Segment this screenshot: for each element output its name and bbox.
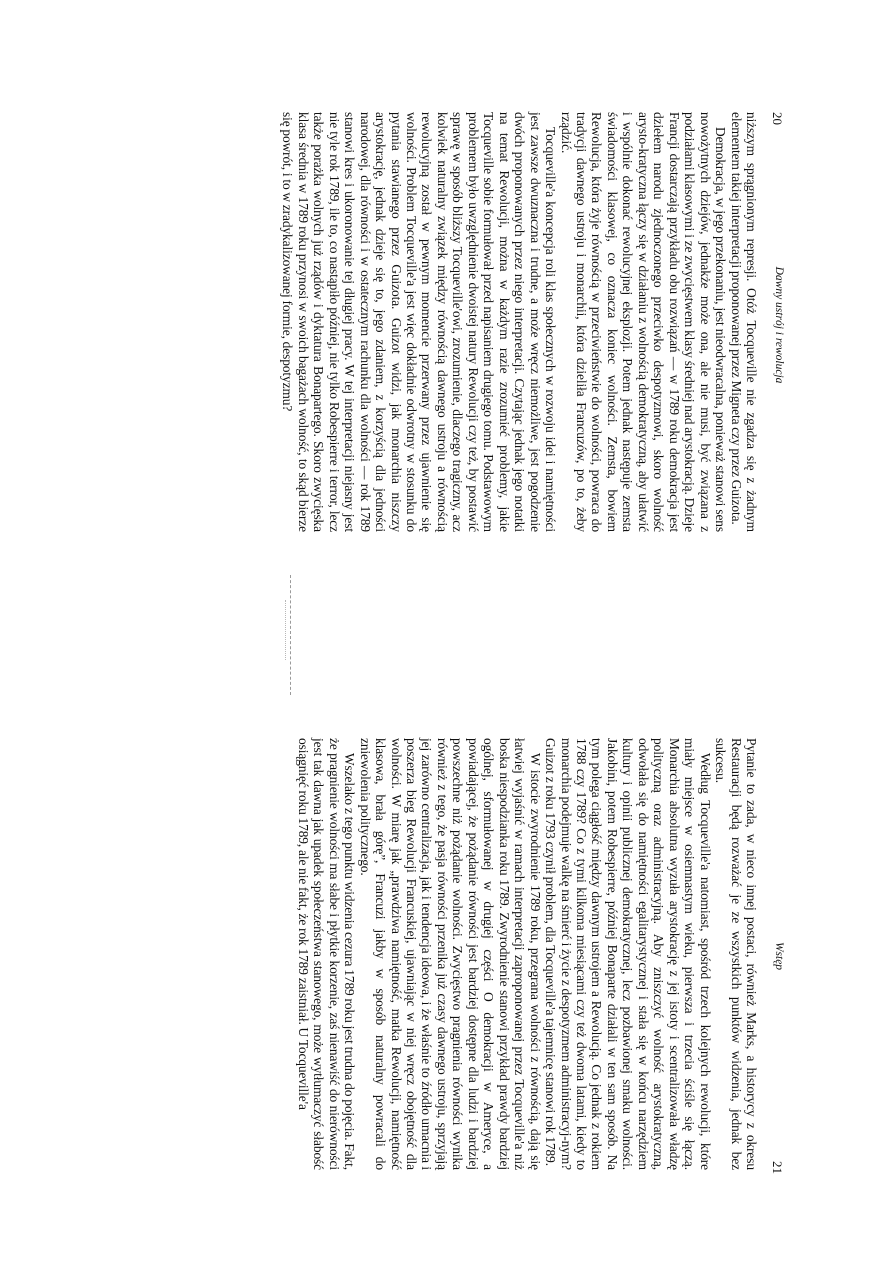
paragraph: Pytanie to zada, w nieco innej postaci, również Marks, a historycy z okresu Restauracji będą rozważać je ze wszystkich punktów widzenia, jednak bez sukcesu. xyxy=(713,738,759,1170)
right-page-body xyxy=(295,738,759,1170)
right-page xyxy=(0,640,893,1260)
paragraph: W istocie zwyrodnienie 1789 roku, przegrana wolności z równością, dają się łatwiej wyjaśnić w ramach interpretacji zaproponowanej przez Tocqueville'a niż boska niespodzianka roku 1789. Zwyrodnienie stanowi przykład prawdy bardziej ogólnej, sformułowanej w drugiej części O demokracji w Ameryce, a powiadającej, że pożądanie równości jest bardziej dostępne dla ludzi i bardziej powszechne niż pożądanie wolności. Zwycięstwo pragnienia równości wynika również z tego, że pasja równości przenika już czasy dawnego ustroju, sprzyjają jej zarówno centralizacja, jak i tendencja ideowa, i że właśnie to źródło umacnia i poszerza bieg Rewolucji Francuskiej, ujawniając w niej wręcz obojętność dla wolności. W miarę jak „prawdziwa namiętność, matka Rewolucji, namiętność klasowa, brała górę”, Francuzi jakby w sposób naturalny powracali do zniewolenia politycznego. xyxy=(357,738,543,1170)
left-page-body xyxy=(280,112,759,532)
page-number: 21 xyxy=(770,1161,785,1174)
running-head: Wstęp xyxy=(773,941,785,971)
paragraph: niższym sprągnionym represji. Otóż Tocqueville nie zgadza się z żadnym elementem takiej interpretacji proponowanej przez Migneta czy przez Guizota. xyxy=(728,112,759,532)
paragraph: Demokracja, w jego przekonaniu, jest nieodwracalna, ponieważ stanowi sens nowożytnych dziejów, jednakże może ona, ale nie musi, być związana z podziałami klasowymi i ze zwycięstwem klasy średniej nad arystokracją. Dzieje Francji dostarczają przykładu obu rozwiązań — w 1789 roku demokracja jest dziełem narodu zjednoczonego przeciwko despotyzmowi, skoro wolność arysto-kratyczna łączy się w działaniu z wolnością demokratyczną, aby ułatwić i wspólnie dokonać rewolucyjnej eksplozji. Potem jednak następuje zemsta świadomości klasowej, co oznacza koniec wolności. Zemsta, bowiem Rewolucja, która żyje równością w przeciwieństwie do wolności, powraca do tradycji dawnego ustroju i monarchii, która dzieliła Francuzów, po to, żeby rządzić. xyxy=(558,112,729,532)
right-page-header xyxy=(767,738,785,1174)
left-page-header xyxy=(767,112,785,538)
paragraph: Tocqueville'a koncepcja roli klas społecznych w rozwoju idei i namiętności jest zawsze dwuznaczna i trudne, a może wręcz niemożliwe, jest pogodzenie dwóch proponowanych przez niego interpretacji. Czytając jednak jego notatki na temat Rewolucji, można w każdym razie zrozumieć problemy, jakie Tocqueville sobie formułował przed napisaniem drugiego tomu. Podstawowym problemem było uwzględnienie dwoistej natury Rewolucji czy też, by postawić sprawę w sposób bliższy Tocqueville'owi, zrozumienie, dlaczego tragiczny, acz kolwiek naturalny związek między równością dawnego ustroju a równością rewolucyjną został w pewnym momencie przerwany przez ujawnienie się wolności. Problem Tocqueville'a jest więc dokładnie odwrotny w stosunku do pytania stawianego przez Guizota. Guizot widzi, jak monarchia niszczy arystokrację, jednak dzieje się to, jego zdaniem, z korzyścią dla jedności narodowej, dla równości i w ostatecznym rachunku dla wolności — rok 1789 stanowi kres i ukoronowanie tej długiej pracy. W tej interpretacji niejasny jest nie tyle rok 1789, ile to, co nastąpiło później, nie tylko Robespierre i terror, lecz także porażka wolnych już rządów i dyktatura Bonapartego. Skoro zwycięska klasa średnia w 1789 roku przynosi w swoich bagażach wolność, to skąd bierze się powrót, i to w zradykalizowanej formie, despotyzmu? xyxy=(280,112,559,532)
page-number: 20 xyxy=(770,112,785,125)
paragraph: Według Tocqueville'a natomiast, spośród trzech kolejnych rewolucji, które miały miejsce w osiemnastym wieku, pierwsza i trzecia ściśle się łączą. Monarchia absolutna wyzuła arystokrację z jej istoty i scentralizowała władzę polityczną oraz administracyjną. Aby zniszczyć wolność arystokratyczną, odwołała się do namiętności egalitarystycznej i stała się w końcu narzędziem kultury i opinii publicznej demokratycznej, lecz pozbawionej smaku wolności. Jakobini, potem Robespierre, później Bonaparte działali w ten sam sposób. Na tym polega ciągłość między dawnym ustrojem a Rewolucją. Co jednak z rokiem 1788 czy 1789? Co z tymi kilkoma miesiącami czy też dwoma latami, kiedy to monarchia podejmuje walkę na śmierć i życie z despotyzmem administracyj-nym? Guizot z roku 1793 czynił problem, dla Tocqueville'a tajemnicę stanowi rok 1789. xyxy=(543,738,713,1170)
running-head: Dawny ustrój i rewolucja xyxy=(773,266,785,384)
left-page xyxy=(0,0,893,620)
paragraph: Wszelako z tego punktu widzenia cezura 1789 roku jest trudna do pojęcia. Fakt, że pragnienie wolności ma słabe i płytkie korzenie, zaś nienawiść do nierówności jest tak dawna jak upadek społeczeństwa stanowego, może wytłumaczyć słabość osiągnięć roku 1789, ale nie fakt, że rok 1789 zaistniał. U Tocqueville'a xyxy=(295,738,358,1170)
